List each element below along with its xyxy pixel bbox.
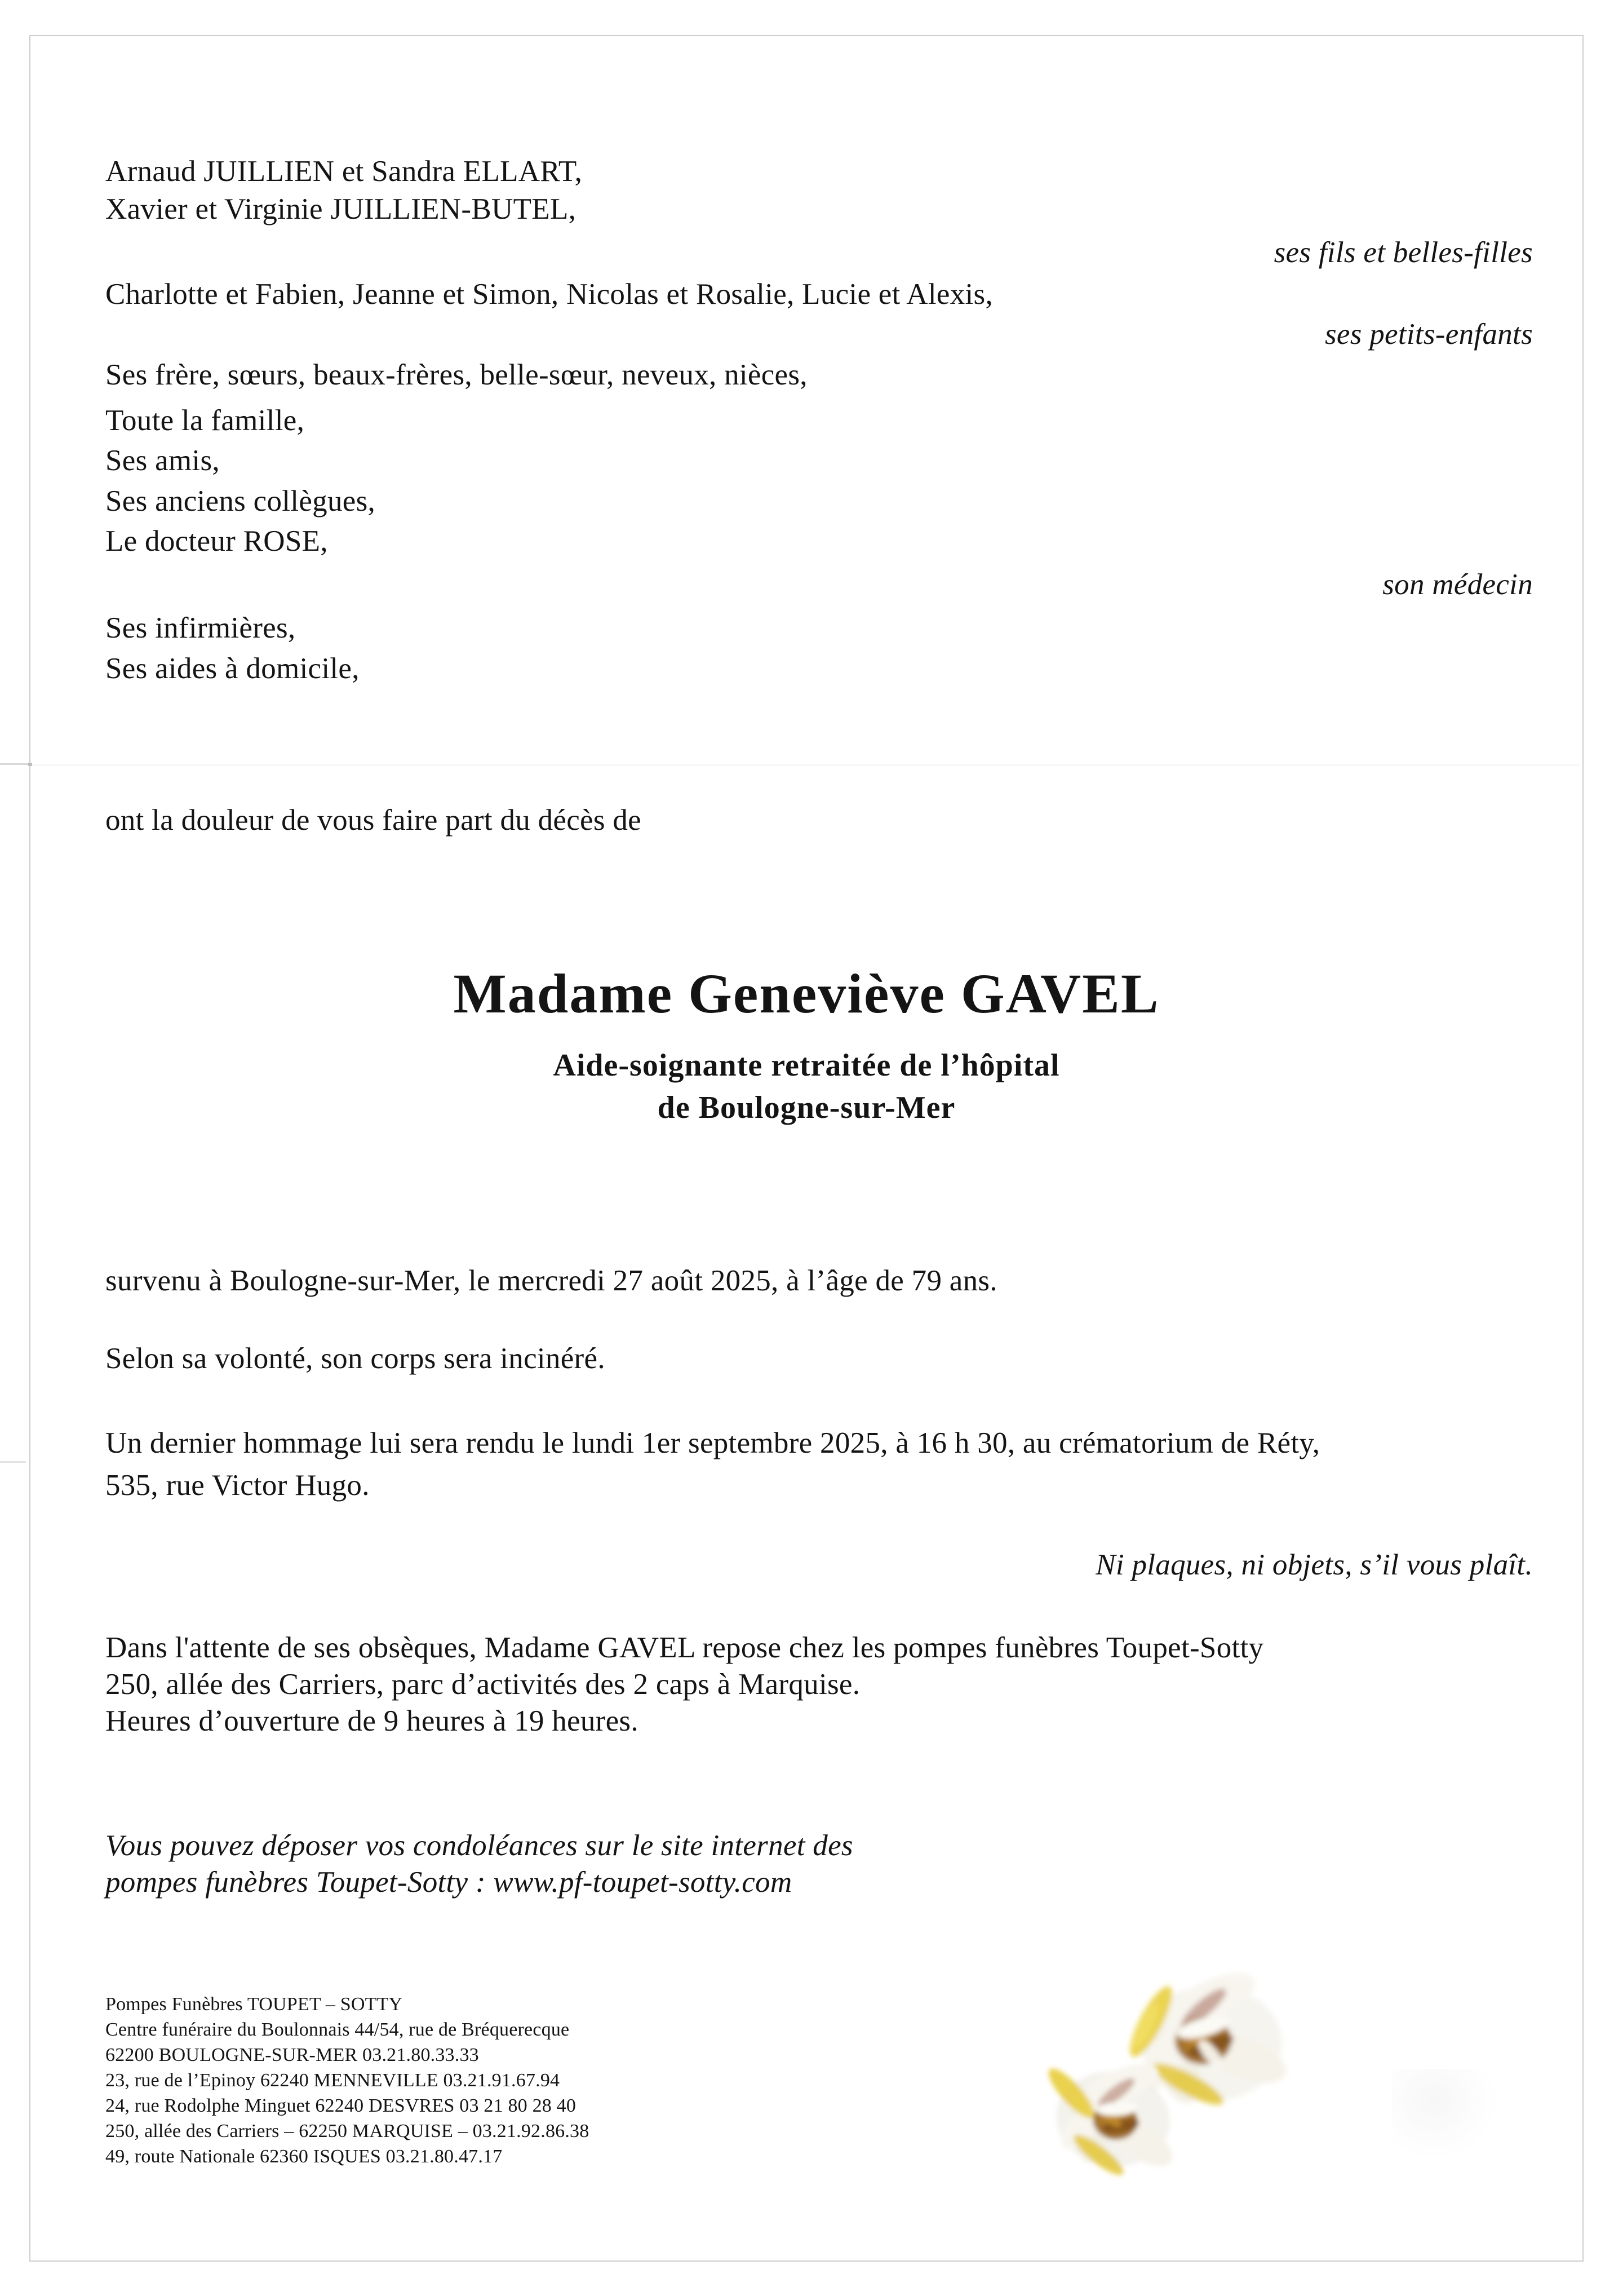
announcement-line: ont la douleur de vous faire part du décès de: [105, 804, 641, 837]
footer-address-5: 250, allée des Carriers – 62250 MARQUISE – 03.21.92.86.38: [105, 2121, 589, 2142]
opening-line-grandchildren: Charlotte et Fabien, Jeanne et Simon, Nicolas et Rosalie, Lucie et Alexis,: [105, 278, 994, 311]
scan-noise-blotch: [1392, 2069, 1499, 2159]
relation-note-doctor: son médecin: [1382, 568, 1533, 601]
tribute-line-1: Un dernier hommage lui sera rendu le lundi 1er septembre 2025, à 16 h 30, au crématorium de Réty,: [105, 1427, 1320, 1459]
death-details-line: survenu à Boulogne-sur-Mer, le mercredi 27 août 2025, à l’âge de 79 ans.: [105, 1264, 997, 1297]
deceased-name: Madame Geneviève GAVEL: [453, 962, 1160, 1025]
deceased-role-line1: Aide-soignante retraitée de l’hôpital: [553, 1048, 1060, 1083]
relation-note-sons: ses fils et belles-filles: [1274, 236, 1533, 269]
footer-address-1: Centre funéraire du Boulonnais 44/54, rue de Bréquerecque: [105, 2019, 570, 2040]
footer-company-name: Pompes Funèbres TOUPET – SOTTY: [105, 1994, 403, 2015]
scan-edge-mark-2: [0, 1461, 26, 1463]
opening-line-siblings: Ses frère, sœurs, beaux-frères, belle-sœur, neveux, nièces,: [105, 359, 808, 391]
opening-line-sons-2: Xavier et Virginie JUILLIEN-BUTEL,: [105, 193, 577, 225]
opening-line-doctor: Le docteur ROSE,: [105, 525, 328, 558]
relation-note-grandchildren: ses petits-enfants: [1325, 318, 1533, 351]
orchid-flowers-decoration: [1031, 1934, 1347, 2204]
opening-line-aides: Ses aides à domicile,: [105, 652, 360, 685]
repose-line-1: Dans l'attente de ses obsèques, Madame GAVEL repose chez les pompes funèbres Toupet-Sotty: [105, 1631, 1264, 1664]
condolences-line-2: pompes funèbres Toupet-Sotty : www.pf-toupet-sotty.com: [105, 1866, 792, 1899]
footer-address-4: 24, rue Rodolphe Minguet 62240 DESVRES 03 21 80 28 40: [105, 2095, 577, 2116]
deceased-role-line2: de Boulogne-sur-Mer: [657, 1090, 956, 1125]
footer-address-3: 23, rue de l’Epinoy 62240 MENNEVILLE 03.21.91.67.94: [105, 2070, 560, 2091]
repose-line-2: 250, allée des Carriers, parc d’activités des 2 caps à Marquise.: [105, 1668, 861, 1701]
scan-edge-dot: [28, 763, 32, 766]
no-flowers-note: Ni plaques, ni objets, s’il vous plaît.: [1096, 1549, 1533, 1581]
repose-line-3: Heures d’ouverture de 9 heures à 19 heures.: [105, 1705, 638, 1737]
opening-line-friends: Ses amis,: [105, 444, 220, 477]
cremation-wish-line: Selon sa volonté, son corps sera incinéré.: [105, 1342, 605, 1375]
opening-line-colleagues: Ses anciens collègues,: [105, 485, 376, 517]
scan-edge-mark-1: [0, 763, 30, 765]
footer-address-6: 49, route Nationale 62360 ISQUES 03.21.80.47.17: [105, 2146, 503, 2167]
scan-fold-line: [32, 764, 1580, 766]
footer-address-2: 62200 BOULOGNE-SUR-MER 03.21.80.33.33: [105, 2045, 479, 2065]
opening-line-sons-1: Arnaud JUILLIEN et Sandra ELLART,: [105, 155, 583, 188]
opening-line-nurses: Ses infirmières,: [105, 612, 296, 644]
tribute-line-2: 535, rue Victor Hugo.: [105, 1469, 370, 1502]
opening-line-family: Toute la famille,: [105, 404, 305, 437]
condolences-line-1: Vous pouvez déposer vos condoléances sur le site internet des: [105, 1829, 853, 1862]
